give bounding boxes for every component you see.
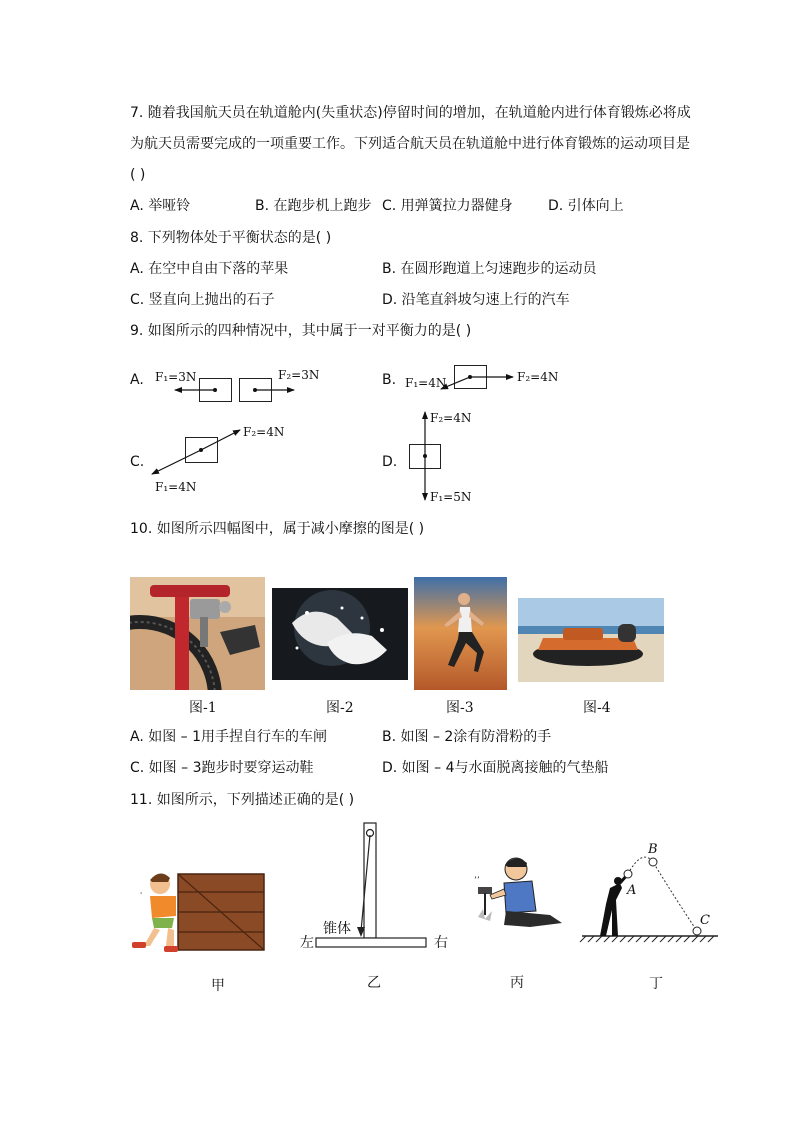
q9-d-f2-label: F₂=4N <box>430 411 472 425</box>
q10-stem: 10. 如图所示四幅图中，属于减小摩擦的图是( ) <box>130 521 425 537</box>
q9-a-letter: A. <box>130 372 144 388</box>
q9-c-f1-label: F₁=4N <box>155 480 197 494</box>
fig-1-bicycle-brake-photo <box>130 577 265 690</box>
q9-b-f1-label: F₁=4N <box>405 376 447 390</box>
q9-stem: 9. 如图所示的四种情况中，其中属于一对平衡力的是( ) <box>130 323 472 339</box>
fig-yi-left-label: 左 <box>300 935 314 951</box>
fig-bing-label: 丙 <box>510 975 524 991</box>
q7-option-c: C. 用弹簧拉力器健身 <box>382 198 513 214</box>
fig-1-caption: 图-1 <box>189 700 217 716</box>
fig-3-runner-photo <box>414 577 507 690</box>
fig-ding-point-a: A <box>627 883 637 898</box>
fig-ding-label: 丁 <box>649 976 663 992</box>
q9-b-f2-label: F₂=4N <box>517 370 559 384</box>
fig-yi-cone-label: 锥体 <box>323 921 351 937</box>
fig-4-hovercraft-photo <box>518 598 664 682</box>
fig-3-caption: 图-3 <box>446 700 474 716</box>
q7-option-b: B. 在跑步机上跑步 <box>255 198 372 214</box>
q7-stem-line1: 7. 随着我国航天员在轨道舱内(失重状态)停留时间的增加，在轨道舱内进行体育锻炼必将成 <box>130 105 691 121</box>
q7-option-a: A. 举哑铃 <box>130 198 191 214</box>
q8-option-c: C. 竖直向上抛出的石子 <box>130 292 275 308</box>
q9-c-f2-label: F₂=4N <box>243 425 285 439</box>
svg-text:’’: ’’ <box>474 876 480 886</box>
q10-option-c: C. 如图 – 3跑步时要穿运动鞋 <box>130 760 314 776</box>
fig-yi-level-plumb <box>296 823 456 953</box>
q8-option-b: B. 在圆形跑道上匀速跑步的运动员 <box>382 261 597 277</box>
fig-ding-point-c: C <box>700 913 710 928</box>
fig-jia-label: 甲 <box>211 978 225 994</box>
q9-a-f2-label: F₂=3N <box>278 368 320 382</box>
fig-ding-point-b: B <box>648 842 658 857</box>
q9-c-letter: C. <box>130 454 145 470</box>
q9-a-f1-label: F₁=3N <box>155 370 197 384</box>
fig-yi-right-label: 右 <box>434 935 448 951</box>
q9-b-letter: B. <box>382 372 397 388</box>
fig-2-caption: 图-2 <box>326 700 354 716</box>
q10-option-a: A. 如图 – 1用手捏自行车的车闸 <box>130 729 328 745</box>
q11-stem: 11. 如图所示，下列描述正确的是( ) <box>130 792 355 808</box>
q10-option-d: D. 如图 – 4与水面脱离接触的气垫船 <box>382 760 609 776</box>
svg-text:': ' <box>140 891 143 900</box>
q7-option-d: D. 引体向上 <box>548 198 624 214</box>
fig-jia-boy-pushing-crate <box>128 868 268 953</box>
fig-yi-label: 乙 <box>367 975 381 991</box>
q9-d-dot <box>423 454 427 458</box>
q8-stem: 8. 下列物体处于平衡状态的是( ) <box>130 230 332 246</box>
q8-option-d: D. 沿笔直斜坡匀速上行的汽车 <box>382 292 570 308</box>
fig-2-chalk-hands-photo <box>272 588 408 680</box>
fig-bing-man-hammering <box>470 853 566 933</box>
q9-d-letter: D. <box>382 454 398 470</box>
q7-stem-line2: 为航天员需要完成的一项重要工作。下列适合航天员在轨道舱中进行体育锻炼的运动项目是 <box>130 136 690 152</box>
q9-d-f1-label: F₁=5N <box>430 490 472 504</box>
q8-option-a: A. 在空中自由下落的苹果 <box>130 261 289 277</box>
q10-option-b: B. 如图 – 2涂有防滑粉的手 <box>382 729 552 745</box>
q7-stem-line3: ( ) <box>130 167 146 183</box>
fig-4-caption: 图-4 <box>583 700 611 716</box>
